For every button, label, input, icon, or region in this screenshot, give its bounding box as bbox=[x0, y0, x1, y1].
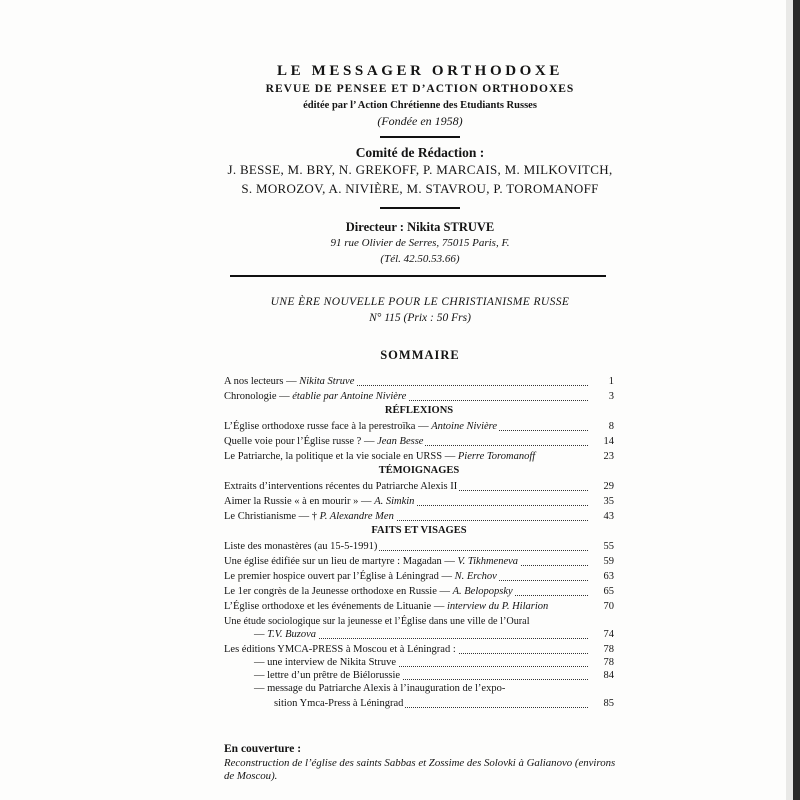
publisher-line: éditée par l’ Action Chrétienne des Etudiants Russes bbox=[303, 100, 537, 111]
committee-names-line-1: J. BESSE, M. BRY, N. GREKOFF, P. MARCAIS, M. MILKOVITCH, bbox=[227, 162, 613, 177]
toc-entry: Extraits d’interventions récentes du Patriarche Alexis II 29 bbox=[224, 481, 614, 492]
page-edge bbox=[793, 0, 800, 800]
page-number: 43 bbox=[603, 511, 614, 522]
page-number: 29 bbox=[603, 481, 614, 492]
toc-entry: — une interview de Nikita Struve 78 bbox=[254, 657, 614, 668]
divider bbox=[380, 207, 460, 209]
page-number: 65 bbox=[603, 586, 614, 597]
divider-long bbox=[230, 275, 606, 277]
section-heading-temoignages: TÉMOIGNAGES bbox=[378, 465, 460, 476]
toc-entry: L’Église orthodoxe et les événements de Lituanie — interview du P. Hilarion 70 bbox=[224, 601, 614, 612]
toc-entry: Le Christianisme — † P. Alexandre Men 43 bbox=[224, 511, 614, 522]
page-number: 55 bbox=[603, 541, 614, 552]
sommaire-heading: SOMMAIRE bbox=[380, 348, 460, 362]
toc-entry: L’Église orthodoxe russe face à la perestroïka — Antoine Nivière 8 bbox=[224, 421, 614, 432]
page-number: 35 bbox=[603, 496, 614, 507]
toc-entry: Le Patriarche, la politique et la vie sociale en URSS — Pierre Toromanoff 23 bbox=[224, 451, 614, 462]
director-address: 91 rue Olivier de Serres, 75015 Paris, F. bbox=[330, 237, 510, 249]
page-number: 59 bbox=[603, 556, 614, 567]
page-number: 74 bbox=[603, 629, 614, 640]
page-number: 78 bbox=[603, 644, 614, 655]
issue-number: N° 115 (Prix : 50 Frs) bbox=[369, 312, 471, 324]
page-number: 78 bbox=[603, 657, 614, 668]
page-number: 70 bbox=[603, 601, 614, 612]
committee-heading: Comité de Rédaction : bbox=[355, 145, 485, 160]
journal-title: LE MESSAGER ORTHODOXE bbox=[277, 63, 563, 79]
toc-entry: Aimer la Russie « à en mourir » — A. Simkin 35 bbox=[224, 496, 614, 507]
section-heading-reflexions: RÉFLEXIONS bbox=[384, 405, 454, 416]
toc-entry: Les éditions YMCA-PRESS à Moscou et à Léningrad : 78 bbox=[224, 644, 614, 655]
director-heading: Directeur : Nikita STRUVE bbox=[345, 220, 495, 234]
cover-description: Reconstruction de l’église des saints Sabbas et Zossime des Solovki à Galianovo (environs de Moscou). bbox=[224, 757, 616, 782]
toc-entry: Le 1er congrès de la Jeunesse orthodoxe en Russie — A. Belopopsky 65 bbox=[224, 586, 614, 597]
toc-entry: Quelle voie pour l’Église russe ? — Jean Besse 14 bbox=[224, 436, 614, 447]
section-heading-faits: FAITS ET VISAGES bbox=[371, 525, 467, 536]
page-number: 63 bbox=[603, 571, 614, 582]
toc-entry: — message du Patriarche Alexis à l’inauguration de l’expo- bbox=[254, 683, 506, 694]
page-edge-shadow bbox=[786, 0, 793, 800]
issue-theme: UNE ÈRE NOUVELLE POUR LE CHRISTIANISME RUSSE bbox=[270, 296, 570, 308]
toc-entry: Liste des monastères (au 15-5-1991) 55 bbox=[224, 541, 614, 552]
toc-entry: Une église édifiée sur un lieu de martyre : Magadan — V. Tikhmeneva 59 bbox=[224, 556, 614, 567]
toc-entry: — lettre d’un prêtre de Biélorussie 84 bbox=[254, 670, 614, 681]
divider bbox=[380, 136, 460, 138]
page-number: 8 bbox=[608, 421, 614, 432]
page-number: 23 bbox=[603, 451, 614, 462]
toc-entry: sition Ymca-Press à Léningrad 85 bbox=[274, 698, 614, 709]
page-number: 3 bbox=[608, 391, 614, 402]
journal-subtitle: REVUE DE PENSEE ET D’ACTION ORTHODOXES bbox=[265, 83, 575, 95]
toc-entry: Le premier hospice ouvert par l’Église à Léningrad — N. Erchov 63 bbox=[224, 571, 614, 582]
page-number: 14 bbox=[603, 436, 614, 447]
page-number: 1 bbox=[608, 376, 614, 387]
founded-line: (Fondée en 1958) bbox=[377, 114, 463, 128]
cover-heading: En couverture : bbox=[224, 743, 302, 755]
page-number: 84 bbox=[603, 670, 614, 681]
toc-entry: A nos lecteurs — Nikita Struve 1 bbox=[224, 376, 614, 387]
page-number: 85 bbox=[603, 698, 614, 709]
committee-names-line-2: S. MOROZOV, A. NIVIÈRE, M. STAVROU, P. TOROMANOFF bbox=[241, 181, 599, 196]
toc-entry: Une étude sociologique sur la jeunesse et l’Église dans une ville de l’Oural bbox=[224, 616, 530, 627]
director-phone: (Tél. 42.50.53.66) bbox=[380, 253, 460, 265]
toc-entry: — T.V. Buzova 74 bbox=[254, 629, 614, 640]
toc-entry: Chronologie — établie par Antoine Nivière 3 bbox=[224, 391, 614, 402]
